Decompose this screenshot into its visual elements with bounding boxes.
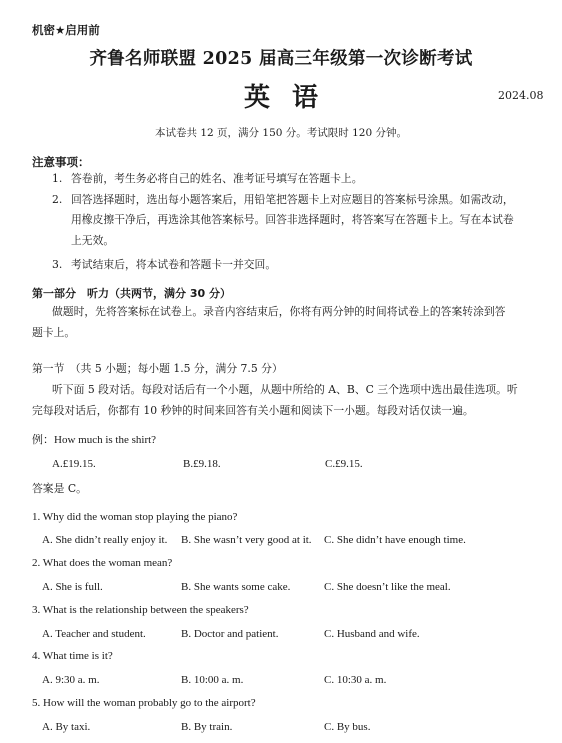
section-intro: 完每段对话后，你都有 10 秒钟的时间来回答有关小题和阅读下一小题。每段对话仅读一遍。: [32, 404, 474, 417]
question-text: 4. What time is it?: [32, 650, 113, 662]
question-option: A. By taxi.: [42, 721, 91, 733]
question-text: 3. What is the relationship between the speakers?: [32, 604, 249, 616]
question-option: B. By train.: [181, 721, 233, 733]
part-intro: 做题时，先将答案标在试卷上。录音内容结束后，你将有两分钟的时间将试卷上的答案转涂到答: [52, 305, 506, 318]
notice-item-text: 回答选择题时，选出每小题答案后，用铅笔把答题卡上对应题目的答案标号涂黑。如需改动，: [71, 193, 514, 206]
question-option: A. Teacher and student.: [42, 628, 146, 640]
question-option: B. 10:00 a. m.: [181, 674, 244, 686]
example-answer: 答案是 C。: [32, 482, 87, 495]
question-option: A. She didn’t really enjoy it.: [42, 534, 168, 546]
question-option: B. She wants some cake.: [181, 581, 291, 593]
notice-item-number: 2.: [52, 193, 63, 206]
question-text: 2. What does the woman mean?: [32, 557, 173, 569]
question-option: A. She is full.: [42, 581, 103, 593]
notice-item-text: 考试结束后，将本试卷和答题卡一并交回。: [71, 258, 277, 271]
example-question: 例：How much is the shirt?: [32, 434, 157, 446]
part-title: 第一部分 听力（共两节，满分 30 分）: [32, 287, 231, 300]
question-option: C. She didn’t have enough time.: [324, 534, 466, 546]
question-option: B. Doctor and patient.: [181, 628, 279, 640]
question-text: 5. How will the woman probably go to the airport?: [32, 697, 256, 709]
example-option: C.£9.15.: [325, 458, 363, 470]
notice-item-number: 3.: [52, 258, 63, 271]
example-option: B.£9.18.: [183, 458, 221, 470]
notice-item-text: 答卷前，考生务必将自己的姓名、准考证号填写在答题卡上。: [71, 172, 363, 185]
exam-title: 齐鲁名师联盟 2025 届高三年级第一次诊断考试: [89, 49, 473, 69]
notice-item-number: 1.: [52, 172, 63, 185]
section-title: 第一节 （共 5 小题；每小题 1.5 分，满分 7.5 分）: [32, 362, 283, 375]
part-intro: 题卡上。: [32, 326, 76, 339]
question-option: C. She doesn’t like the meal.: [324, 581, 451, 593]
notice-title: 注意事项：: [32, 155, 90, 169]
section-intro: 听下面 5 段对话。每段对话后有一个小题，从题中所给的 A、B、C 三个选项中选出最佳选项。听: [52, 383, 518, 396]
subject-title: 英语: [243, 83, 340, 113]
question-text: 1. Why did the woman stop playing the piano?: [32, 511, 238, 523]
question-option: A. 9:30 a. m.: [42, 674, 100, 686]
example-option: A.£19.15.: [52, 458, 96, 470]
exam-date: 2024.08: [498, 89, 544, 102]
question-option: C. By bus.: [324, 721, 371, 733]
question-option: C. Husband and wife.: [324, 628, 420, 640]
confidential-label: 机密★启用前: [32, 23, 100, 37]
exam-info: 本试卷共 12 页，满分 150 分。考试限时 120 分钟。: [155, 127, 407, 139]
question-option: B. She wasn’t very good at it.: [181, 534, 312, 546]
notice-item-text: 用橡皮擦干净后，再选涂其他答案标号。回答非选择题时，将答案写在答题卡上。写在本试卷: [71, 213, 514, 226]
notice-item-text: 上无效。: [71, 234, 115, 247]
question-option: C. 10:30 a. m.: [324, 674, 387, 686]
